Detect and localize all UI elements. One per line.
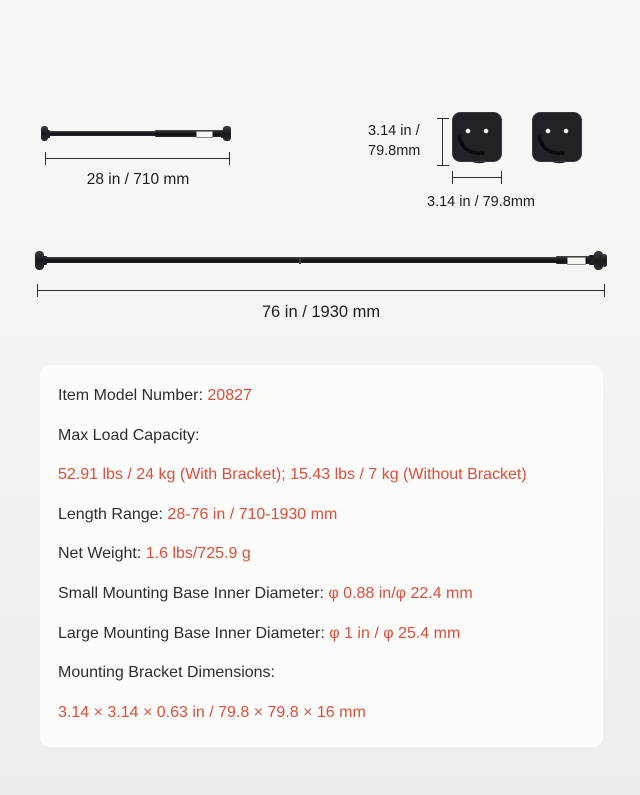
spec-value: 52.91 lbs / 24 kg (With Bracket); 15.43 lbs / 7 kg (Without Bracket) [58,466,527,484]
spec-row-bracket-dims-heading [58,653,603,693]
spec-value: φ 0.88 in/φ 22.4 mm [328,584,473,602]
spec-row-net-weight [58,534,603,574]
spec-panel [40,365,603,747]
spec-row-max-load-heading [58,416,603,456]
spec-value: φ 1 in / φ 25.4 mm [329,624,461,642]
dimension-tick [37,284,38,297]
spec-row-length-range [58,495,603,535]
short-rod-dimension-label: 28 in / 710 mm [86,171,190,188]
bracket-width-dimension-label: 3.14 in / 79.8mm [427,194,535,210]
mounting-bracket-illustration-1 [452,112,502,171]
bracket-height-dimension-label [368,121,438,161]
spec-row-small-base-diameter [58,574,603,614]
spec-label: Mounting Bracket Dimensions: [58,664,275,682]
long-rod-label-sticker [567,257,586,265]
short-rod-body-thin [49,131,157,136]
spec-label: Large Mounting Base Inner Diameter: [58,624,330,642]
spec-label: Small Mounting Base Inner Diameter: [58,584,329,602]
dimension-tick [604,284,605,297]
spec-label: Length Range: [58,505,168,523]
dimension-tick [229,152,230,165]
dimension-tick [437,165,449,166]
spec-row-large-base-diameter [58,614,603,654]
spec-row-model-number [58,376,603,416]
spec-label: Item Model Number: [58,387,208,404]
spec-value: 1.6 lbs/725.9 g [145,545,251,563]
long-rod-dimension-line [37,290,605,291]
dimension-tick [45,152,46,165]
long-rod-right-outer-cap [602,254,607,267]
bracket-height-label-line2: 79.8mm [368,143,421,159]
dimension-tick [501,171,502,184]
dimension-tick [437,118,449,119]
mounting-bracket-icon [452,112,502,166]
spec-row-max-load-value [58,455,603,495]
mounting-bracket-illustration-2 [532,112,582,171]
bracket-width-dimension-line [452,177,502,178]
spec-value: 28-76 in / 710-1930 mm [167,505,338,523]
spec-value: 3.14 × 3.14 × 0.63 in / 79.8 × 79.8 × 16 mm [58,703,366,721]
bracket-height-dimension-line [442,118,443,166]
dimension-tick [452,171,453,184]
spec-label: Net Weight: [58,545,146,563]
bracket-height-label-line1: 3.14 in / [368,123,420,139]
short-rod-dimension-line [45,158,230,159]
spec-value: 20827 [207,387,252,404]
short-rod-label-sticker [196,131,213,138]
spec-label: Max Load Capacity: [58,426,200,444]
long-rod-telescope-joint [299,257,301,264]
long-rod-dimension-label: 76 in / 1930 mm [261,303,381,321]
short-rod-right-endcap [223,126,231,141]
mounting-bracket-icon [532,112,582,166]
spec-row-bracket-dims-value [58,693,603,733]
long-rod-body [46,257,558,263]
